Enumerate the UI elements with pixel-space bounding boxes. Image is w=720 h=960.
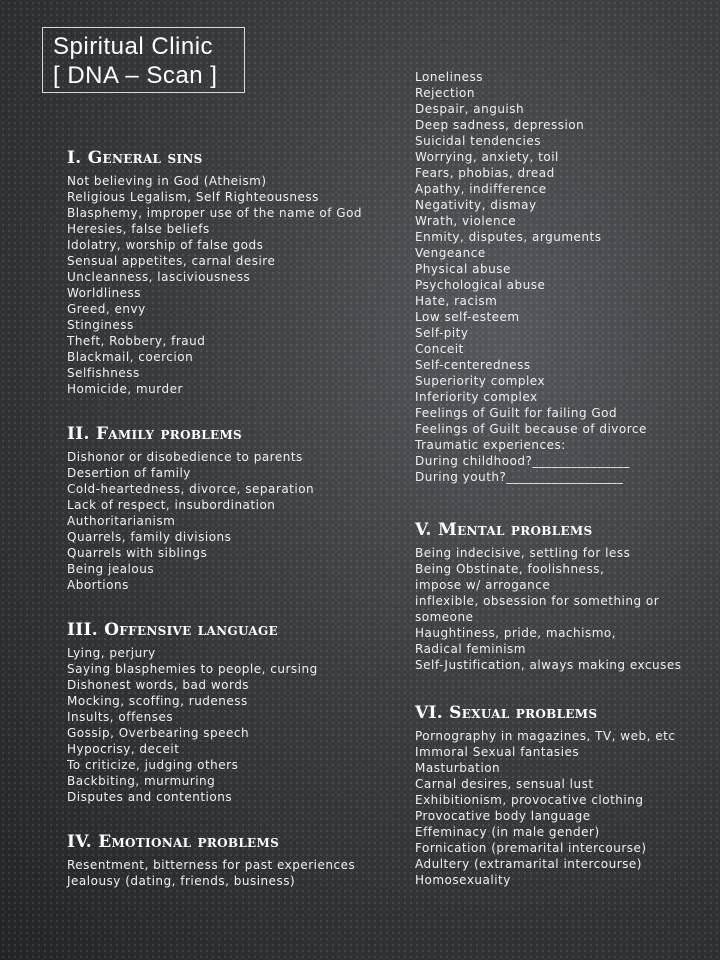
section-general-sins [67, 147, 397, 397]
list-item: Conceit [415, 342, 464, 356]
list-item: Worrying, anxiety, toil [415, 150, 559, 164]
list-item: Psychological abuse [415, 278, 546, 292]
list-item: Dishonest words, bad words [67, 678, 250, 692]
list-item: Homosexuality [415, 873, 511, 887]
section-heading-mental: V. Mental problems [415, 520, 593, 540]
list-item: Worldliness [67, 286, 142, 300]
section-family-problems [67, 423, 397, 593]
section-heading-family: II. Family problems [67, 424, 242, 444]
list-item: Greed, envy [67, 302, 146, 316]
list-item: Superiority complex [415, 374, 546, 388]
list-item: Dishonor or disobedience to parents [67, 450, 303, 464]
list-item: To criticize, judging others [67, 758, 239, 772]
list-item: Loneliness [415, 70, 483, 84]
list-item: Low self-esteem [415, 310, 520, 324]
section-mental-problems [415, 519, 715, 673]
list-item: Lying, perjury [67, 646, 156, 660]
emotional-problems-list-left [67, 857, 397, 889]
list-item: Traumatic experiences: [415, 438, 566, 452]
offensive-language-list [67, 645, 397, 805]
list-item: Theft, Robbery, fraud [67, 334, 206, 348]
list-item: Self-Justification, always making excuses [415, 658, 682, 672]
title-line-1: Spiritual Clinic [53, 33, 214, 60]
section-sexual-problems [415, 702, 715, 888]
mental-problems-list [415, 545, 715, 673]
list-item: Desertion of family [67, 466, 191, 480]
section-offensive-language [67, 619, 397, 805]
list-item: Masturbation [415, 761, 501, 775]
list-item: Being jealous [67, 562, 155, 576]
list-item: Uncleanness, lasciviousness [67, 270, 251, 284]
childhood-question [415, 453, 715, 469]
list-item: Exhibitionism, provocative clothing [415, 793, 644, 807]
list-item: Suicidal tendencies [415, 134, 541, 148]
list-item: Hypocrisy, deceit [67, 742, 180, 756]
list-item: Adultery (extramarital intercourse) [415, 857, 642, 871]
list-item: Fears, phobias, dread [415, 166, 555, 180]
list-item: Being Obstinate, foolishness, [415, 562, 605, 576]
list-item: Despair, anguish [415, 102, 525, 116]
title-line-2: [ DNA – Scan ] [53, 62, 218, 89]
list-item: Immoral Sexual fantasies [415, 745, 580, 759]
list-item: Authoritarianism [67, 514, 176, 528]
list-item: Inferiority complex [415, 390, 538, 404]
list-item: Haughtiness, pride, machismo, [415, 626, 617, 640]
list-item: Cold-heartedness, divorce, separation [67, 482, 315, 496]
youth-blank: __________________ [506, 470, 624, 484]
list-item: Resentment, bitterness for past experiences [67, 858, 356, 872]
list-item: Rejection [415, 86, 475, 100]
list-item: Backbiting, murmuring [67, 774, 216, 788]
youth-label: During youth? [415, 470, 507, 484]
section-emotional-problems [67, 831, 397, 889]
list-item: Blackmail, coercion [67, 350, 194, 364]
list-item: Blasphemy, improper use of the name of God [67, 206, 363, 220]
youth-question [415, 469, 715, 485]
list-item: Effeminacy (in male gender) [415, 825, 600, 839]
list-item: Hate, racism [415, 294, 498, 308]
list-item: inflexible, obsession for something or [415, 594, 660, 608]
section-heading-emotional: IV. Emotional problems [67, 832, 280, 852]
list-item: someone [415, 610, 474, 624]
list-item: Jealousy (dating, friends, business) [67, 874, 296, 888]
list-item: Sensual appetites, carnal desire [67, 254, 276, 268]
list-item: Selfishness [67, 366, 140, 380]
list-item: Gossip, Overbearing speech [67, 726, 250, 740]
list-item: Lack of respect, insubordination [67, 498, 276, 512]
list-item: Vengeance [415, 246, 486, 260]
list-item: Apathy, indifference [415, 182, 547, 196]
list-item: Self-centeredness [415, 358, 531, 372]
list-item: Abortions [67, 578, 129, 592]
list-item: Self-pity [415, 326, 469, 340]
left-column [67, 147, 397, 889]
right-column [415, 69, 715, 888]
list-item: Enmity, disputes, arguments [415, 230, 602, 244]
list-item: Heresies, false beliefs [67, 222, 210, 236]
list-item: Quarrels with siblings [67, 546, 208, 560]
list-item: Carnal desires, sensual lust [415, 777, 594, 791]
list-item: Pornography in magazines, TV, web, etc [415, 729, 676, 743]
general-sins-list [67, 173, 397, 397]
list-item: Homicide, murder [67, 382, 183, 396]
list-item: Disputes and contentions [67, 790, 233, 804]
list-item: Religious Legalism, Self Righteousness [67, 190, 319, 204]
childhood-label: During childhood? [415, 454, 533, 468]
list-item: Feelings of Guilt because of divorce [415, 422, 647, 436]
list-item: Quarrels, family divisions [67, 530, 232, 544]
section-heading-sexual: VI. Sexual problems [415, 703, 598, 723]
list-item: impose w/ arrogance [415, 578, 551, 592]
list-item: Physical abuse [415, 262, 511, 276]
list-item: Feelings of Guilt for failing God [415, 406, 618, 420]
list-item: Fornication (premarital intercourse) [415, 841, 647, 855]
sexual-problems-list [415, 728, 715, 888]
list-item: Insults, offenses [67, 710, 174, 724]
list-item: Saying blasphemies to people, cursing [67, 662, 318, 676]
section-heading-language: III. Offensive language [67, 620, 278, 640]
list-item: Being indecisive, settling for less [415, 546, 631, 560]
childhood-blank: _______________ [532, 454, 630, 468]
list-item: Stinginess [67, 318, 134, 332]
list-item: Negativity, dismay [415, 198, 537, 212]
list-item: Not believing in God (Atheism) [67, 174, 267, 188]
list-item: Deep sadness, depression [415, 118, 585, 132]
list-item: Provocative body language [415, 809, 591, 823]
family-problems-list [67, 449, 397, 593]
emotional-problems-list-right [415, 69, 715, 485]
list-item: Wrath, violence [415, 214, 517, 228]
title-box [42, 27, 245, 93]
list-item: Idolatry, worship of false gods [67, 238, 264, 252]
section-heading-general: I. General sins [67, 148, 203, 168]
list-item: Radical feminism [415, 642, 526, 656]
list-item: Mocking, scoffing, rudeness [67, 694, 248, 708]
